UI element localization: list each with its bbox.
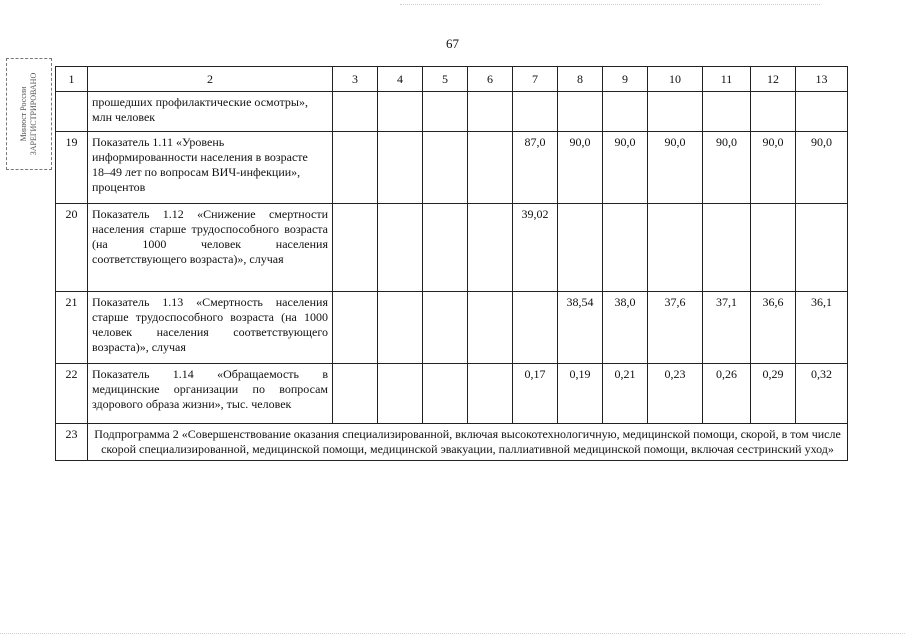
value-cell (468, 292, 513, 364)
row-description: Показатель 1.11 «Уровень информированности населения в возрасте 18–49 лет по вопросам ВИЧ-инфекции», процентов (88, 132, 333, 204)
row-number: 22 (56, 364, 88, 424)
value-cell (378, 132, 423, 204)
row-number (56, 92, 88, 132)
header-cell: 10 (648, 67, 703, 92)
stamp-line-1: Минюст России (19, 86, 28, 142)
value-cell (468, 204, 513, 292)
value-cell (603, 204, 648, 292)
value-cell: 39,02 (513, 204, 558, 292)
value-cell (333, 92, 378, 132)
value-cell: 87,0 (513, 132, 558, 204)
value-cell (751, 204, 796, 292)
value-cell: 90,0 (648, 132, 703, 204)
subprogram-title: Подпрограмма 2 «Совершенствование оказания специализированной, включая высокотехнологичную, медицинской помощи, скорой, в том числе скорой специализированной, медицинской помощи, медицинской эвакуации, паллиативной медицинской помощи, включая сестринский уход» (88, 424, 848, 461)
header-cell: 6 (468, 67, 513, 92)
value-cell: 0,21 (603, 364, 648, 424)
value-cell (558, 92, 603, 132)
value-cell (703, 204, 751, 292)
header-cell: 1 (56, 67, 88, 92)
value-cell (558, 204, 603, 292)
scan-artifact-top (400, 4, 820, 9)
header-cell: 8 (558, 67, 603, 92)
header-cell: 12 (751, 67, 796, 92)
row-description: прошедших профилактические осмотры», млн человек (88, 92, 333, 132)
value-cell (378, 292, 423, 364)
header-cell: 2 (88, 67, 333, 92)
value-cell (703, 92, 751, 132)
value-cell (378, 364, 423, 424)
row-description: Показатель 1.12 «Снижение смертности населения старше трудоспособного возраста (на 1000 человек населения соответствующего возраста)», случая (88, 204, 333, 292)
value-cell: 90,0 (751, 132, 796, 204)
value-cell (333, 204, 378, 292)
value-cell: 0,17 (513, 364, 558, 424)
table-row (56, 204, 848, 292)
header-cell: 9 (603, 67, 648, 92)
value-cell (423, 204, 468, 292)
value-cell (513, 92, 558, 132)
value-cell (423, 92, 468, 132)
value-cell: 37,6 (648, 292, 703, 364)
value-cell (751, 92, 796, 132)
value-cell: 38,0 (603, 292, 648, 364)
table-row (56, 364, 848, 424)
page-number: 67 (446, 36, 459, 51)
value-cell: 0,19 (558, 364, 603, 424)
scan-artifact-bottom (0, 633, 905, 638)
value-cell (423, 292, 468, 364)
value-cell (796, 92, 848, 132)
subprogram-row (56, 424, 848, 461)
registration-stamp (6, 58, 52, 170)
value-cell (796, 204, 848, 292)
table-row (56, 292, 848, 364)
header-cell: 4 (378, 67, 423, 92)
header-cell: 11 (703, 67, 751, 92)
row-number: 23 (56, 424, 88, 461)
value-cell (423, 364, 468, 424)
value-cell (513, 292, 558, 364)
value-cell (648, 204, 703, 292)
value-cell (468, 364, 513, 424)
stamp-line-2: ЗАРЕГИСТРИРОВАНО (29, 72, 38, 156)
value-cell: 90,0 (703, 132, 751, 204)
row-description: Показатель 1.14 «Обращаемость в медицинские организации по вопросам здорового образа жизни», тыс. человек (88, 364, 333, 424)
value-cell (333, 292, 378, 364)
stamp-text (19, 73, 39, 155)
value-cell (468, 92, 513, 132)
table-row (56, 92, 848, 132)
value-cell: 37,1 (703, 292, 751, 364)
row-number: 19 (56, 132, 88, 204)
row-description: Показатель 1.13 «Смертность населения старше трудоспособного возраста (на 1000 человек населения соответствующего возраста)», случая (88, 292, 333, 364)
value-cell: 90,0 (558, 132, 603, 204)
value-cell: 36,1 (796, 292, 848, 364)
value-cell (333, 364, 378, 424)
header-cell: 3 (333, 67, 378, 92)
value-cell: 90,0 (796, 132, 848, 204)
value-cell (378, 92, 423, 132)
value-cell: 0,32 (796, 364, 848, 424)
header-row (56, 67, 848, 92)
value-cell (333, 132, 378, 204)
value-cell: 0,26 (703, 364, 751, 424)
value-cell (603, 92, 648, 132)
value-cell: 38,54 (558, 292, 603, 364)
header-cell: 5 (423, 67, 468, 92)
value-cell (423, 132, 468, 204)
table-row (56, 132, 848, 204)
header-cell: 7 (513, 67, 558, 92)
value-cell: 36,6 (751, 292, 796, 364)
value-cell: 0,29 (751, 364, 796, 424)
row-number: 21 (56, 292, 88, 364)
value-cell (378, 204, 423, 292)
value-cell: 90,0 (603, 132, 648, 204)
header-cell: 13 (796, 67, 848, 92)
value-cell: 0,23 (648, 364, 703, 424)
value-cell (648, 92, 703, 132)
value-cell (468, 132, 513, 204)
row-number: 20 (56, 204, 88, 292)
indicators-table (55, 66, 848, 461)
